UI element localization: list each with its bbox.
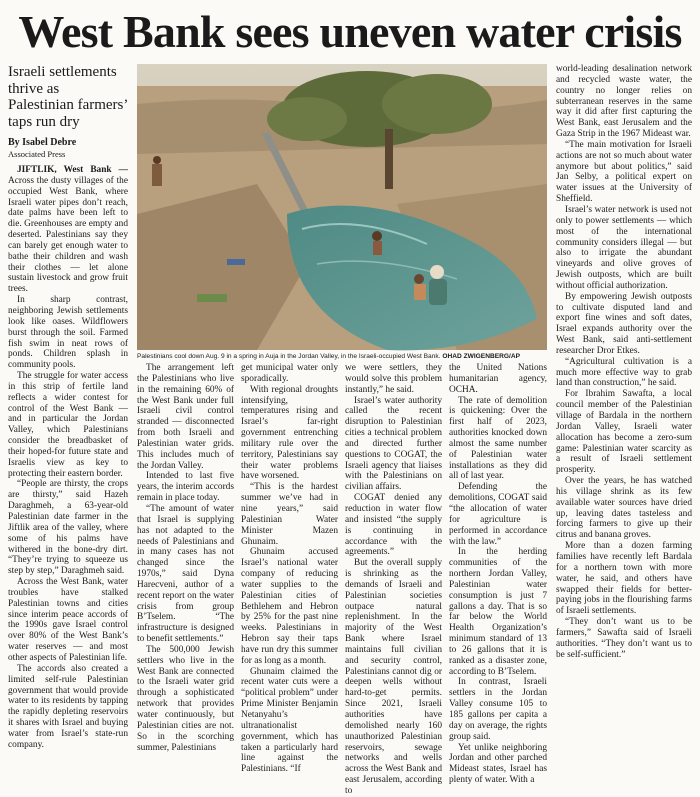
paragraph-text: Defending the demolitions, COGAT said “the allocation of water for agriculture is performed in accordance with the law.” (449, 482, 547, 547)
agency: Associated Press (8, 149, 66, 159)
column-text (241, 363, 338, 775)
paragraph-text: In sharp contrast, neighboring Jewish settlements look like oases. Wildflowers burst through the soil. Farmed fish swim in neat rows of ponds. Children splash in community pools. (8, 295, 128, 371)
paragraph-text: we were settlers, they would solve this problem instantly,” he said. (345, 363, 442, 395)
paragraph (449, 677, 547, 742)
paragraph-text: “They don’t want us to be farmers,” Sawafta said of Israeli authorities. “They don’t want us to be self-sufficient.” (556, 617, 692, 660)
paragraph-text: Israel’s water authority called the recent disruption to Palestinian cities a technical problem and directed further questions to COGAT, the Israeli agency that liaises with the Palestinians on civilian affairs. (345, 395, 442, 493)
photo-illustration (137, 64, 547, 350)
paragraph (241, 363, 338, 385)
article-column-5 (449, 363, 547, 786)
paragraph-text: For Ibrahim Sawafta, a local council member of the Palestinian village of Bardala in the northern Jordan Valley, Israeli water allocation has become a zero-sum game: Palestinian water scarcity as a result of Israeli settlement prosperity. (556, 389, 692, 476)
dateline: JIFTLIK, West Bank — (17, 165, 128, 175)
paragraph-text: Ghunaim claimed the recent water cuts were a “political problem” under Prime Minister Benjamin Netanyahu’s ultranationalist government, which has taken a particularly hard line against the Palestinians. “If (241, 666, 338, 775)
paragraph-text: By empowering Jewish outposts to cultivate disputed land and export fine wines and soft dates, Israel expands authority over the West Bank, said anti-settlement researcher Dror Etkes. (556, 291, 692, 356)
paragraph-text: “People are thirsty, the crops are thirsty,” said Hazeh Daraghmeh, a 63-year-old Palestinian date farmer in the Jiftlik area of the valley, where some of his palms have withered in the bone-dry dirt. “They’re trying to squeeze us step by step,” Daraghmeh said. (8, 479, 128, 577)
paragraph (556, 389, 692, 476)
paragraph (345, 363, 442, 396)
paragraph-text: the United Nations humanitarian agency, OCHA. (449, 363, 547, 395)
paragraph-text: get municipal water only sporadically. (241, 363, 338, 384)
paragraph (8, 371, 128, 479)
paragraph-text: The accords also created a limited self-rule Palestinian government that would provide water to its residents by tapping the rapidly depleting reservoirs it shares with Israel and buying water from Israel’s state-run company. (8, 663, 128, 750)
paragraph (137, 645, 234, 753)
paragraph (556, 357, 692, 390)
paragraph (556, 476, 692, 541)
paragraph (449, 743, 547, 786)
photo-caption (137, 351, 547, 362)
paragraph-text: Across the West Bank, water troubles have stalked Palestinian towns and cities since interim peace accords of the 1990s gave Israel control over 80% of the West Bank’s water reserves — and most other aspects of Palestinian life. (8, 577, 128, 663)
paragraph-text: world-leading desalination network and recycled waste water, the country no longer relies on subterranean reserves in the same way it did after first capturing the West Bank, east Jerusalem and the Gaza Strip in the 1967 Mideast war. (556, 64, 692, 140)
column-text (137, 363, 234, 753)
paragraph-text: The 500,000 Jewish settlers who live in the West Bank are connected to the Israeli water grid through a sophisticated network that provides water continuously, but Palestinian cities are not. So in the scorching summer, Palestinians (137, 644, 234, 753)
paragraph-text: “The amount of water that Israel is supplying has not adapted to the needs of Palestinians and in many cases has not changed since the 1970s,” said Dyna Harecveni, author of a recent report on the water crisis from group B’Tselem. “The infrastructure is designed to benefit settlements.” (137, 503, 234, 645)
article-column-6 (556, 64, 692, 680)
paragraph-text: Israel’s water network is used not only to power settlements — which most of the international community considers illegal — but also to irrigate the abundant vineyards and olive groves of Jewish outposts, which are built without official authorization. (556, 204, 692, 291)
paragraph (241, 667, 338, 775)
paragraph-text: The struggle for water access in this strip of fertile land reflects a wider contest for control of the West Bank — and in particular the Jordan Valley, which Palestinians consider the breadbasket of their hoped-for future state and Israelis view as key to protecting their eastern border. (8, 371, 128, 479)
column-text (8, 165, 128, 751)
deck: Israeli settlements thrive as Palestinian farmers’ taps run dry (8, 64, 128, 130)
paragraph-text: In the herding communities of the northern Jordan Valley, Palestinian water consumption is just 7 gallons a day. That is so far below the World Health Organization’s minimum standard of 13 to 26 gallons that it is ranked as a disaster zone, according to B’Tselem. (449, 547, 547, 677)
paragraph-text: Across the dusty villages of the occupied West Bank, where Israeli water pipes don’t reach, date palms have been left to die. Greenhouses are empty and deserted. Palestinians say they can barely get enough water to bathe their children and wash their clothes — let alone sustain livestock and grow fruit trees. (8, 175, 128, 295)
paragraph (556, 140, 692, 205)
article-column-4 (345, 363, 442, 796)
paragraph-text: “The main motivation for Israeli actions are not so much about water anymore but about politics,” said Jan Selby, a political expert on water issues at the University of Sheffield. (556, 139, 692, 205)
paragraph (241, 385, 338, 483)
paragraph (241, 482, 338, 547)
paragraph-text: Yet unlike neighboring Jordan and other parched Mideast states, Israel has plenty of water. With a (449, 742, 547, 786)
paragraph (137, 471, 234, 504)
paragraph (556, 292, 692, 357)
paragraph-text: With regional droughts intensifying, temperatures rising and Israel’s far-right government entrenching military rule over the territory, Palestinians say their water problems have worsened. (241, 384, 338, 482)
paragraph (556, 64, 692, 140)
paragraph-text: COGAT denied any reduction in water flow and insisted “the supply is continuing in accordance with the agreements.” (345, 493, 442, 558)
paragraph-text: The rate of demolition is quickening: Over the first half of 2023, authorities knocked down almost the same number of Palestinian water installations as they did all of last year. (449, 395, 547, 482)
column-text (449, 363, 547, 786)
paragraph (241, 547, 338, 666)
paragraph (449, 363, 547, 396)
paragraph (8, 577, 128, 664)
paragraph-text: Intended to last five years, the interim accords remain in place today. (137, 471, 234, 504)
paragraph (345, 493, 442, 558)
article-column-1 (8, 64, 128, 750)
paragraph-text: Over the years, he has watched his village shrink as its few available water sources have dried up, leaving dates tasteless and forcing farmers to give up their citrus and banana groves. (556, 476, 692, 541)
photo-palestinians-in-spring (137, 64, 547, 350)
paragraph (8, 295, 128, 371)
article-column-2 (137, 363, 234, 753)
paragraph (8, 479, 128, 577)
paragraph-text: In contrast, Israeli settlers in the Jordan Valley consume 105 to 185 gallons per capita a day on average, the rights group said. (449, 677, 547, 742)
paragraph-text: But the overall supply is shrinking as the demands of Israeli and Palestinian societies outpace natural replenishment. In the majority of the West Bank where Israel maintains full civilian and security control, Palestinians cannot dig or deepen wells without hard-to-get permits. Since 2021, Israeli authorities have demolished nearly 160 unauthorized Palestinian reservoirs, sewage networks and wells across the West Bank and east Jerusalem, according to (345, 558, 442, 796)
paragraph (137, 363, 234, 471)
paragraph-text: More than a dozen farming families have recently left Bardala for a northern town with more water, he said, and others have swapped their fields for better-paying jobs in the flourishing farms of Israeli settlements. (556, 541, 692, 617)
column-text (556, 64, 692, 660)
paragraph (556, 205, 692, 292)
paragraph (449, 547, 547, 677)
paragraph (556, 617, 692, 660)
paragraph (556, 541, 692, 617)
photo-credit: OHAD ZWIGENBERG/AP (442, 353, 521, 360)
paragraph (137, 504, 234, 645)
paragraph (345, 558, 442, 797)
paragraph (345, 396, 442, 494)
article-column-3 (241, 363, 338, 775)
caption-text: Palestinians cool down Aug. 9 in a spring in Auja in the Jordan Valley, in the Israeli-occupied West Bank. (137, 353, 441, 360)
column-text (345, 363, 442, 797)
paragraph-text: “This is the hardest summer we’ve had in nine years,” said Palestinian Water Minister Mazen Ghunaim. (241, 482, 338, 547)
paragraph (8, 165, 128, 295)
paragraph (449, 482, 547, 547)
paragraph (449, 396, 547, 483)
paragraph-text: The arrangement left the Palestinians who live in the remaining 60% of the West Bank under full Israeli civil control stranded — disconnected from both Israeli and Palestinian water grids. This includes much of the Jordan Valley. (137, 363, 234, 471)
headline: West Bank sees uneven water crisis (18, 6, 682, 57)
paragraph (8, 664, 128, 751)
byline: By Isabel Debre (8, 137, 77, 148)
paragraph-text: Ghunaim accused Israel’s national water company of reducing water supplies to the Palestinian cities of Bethlehem and Hebron by 25% for the past nine weeks. Palestinians in Hebron say their taps have run dry this summer for as long as a month. (241, 547, 338, 666)
paragraph-text: “Agricultural cultivation is a much more effective way to grab land than construction,” he said. (556, 356, 692, 389)
